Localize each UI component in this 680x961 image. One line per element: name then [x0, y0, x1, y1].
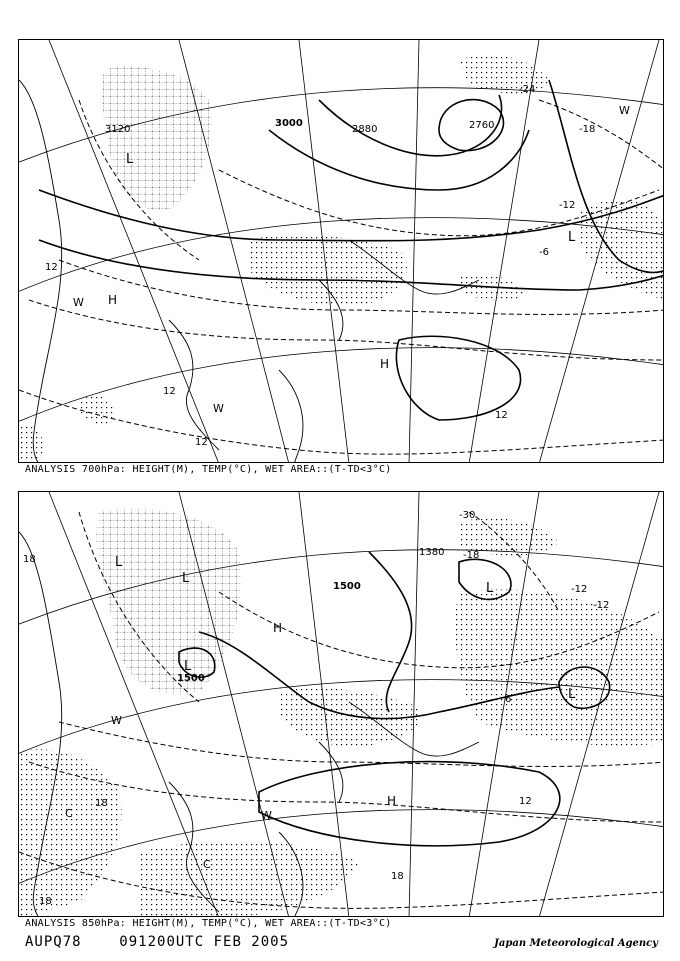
temp-label: 12: [519, 796, 532, 807]
temp-label: 12: [495, 410, 508, 421]
warm-marker: W: [213, 402, 224, 415]
high-pressure-marker: H: [387, 794, 397, 808]
map-850hpa: [19, 492, 664, 917]
temp-label: -24: [519, 84, 536, 95]
height-label: 1500: [333, 581, 361, 592]
height-label: 2880: [352, 124, 378, 135]
chart-datetime: 091200UTC FEB 2005: [119, 934, 290, 950]
panel-caption-700hpa: ANALYSIS 700hPa: HEIGHT(M), TEMP(°C), WET AREA::(T-TD<3°C): [25, 464, 392, 475]
warm-marker: W: [619, 104, 630, 117]
chart-code: AUPQ78: [25, 934, 82, 950]
low-pressure-marker: L: [126, 152, 134, 167]
warm-marker: W: [261, 809, 272, 822]
warm-marker: W: [73, 296, 84, 309]
temp-label: -12: [593, 600, 610, 611]
low-pressure-marker: L: [486, 581, 494, 596]
agency-credit: Japan Meteorological Agency: [494, 938, 658, 949]
temp-label: 6: [505, 694, 512, 705]
panel-caption-850hpa: ANALYSIS 850hPa: HEIGHT(M), TEMP(°C), WET AREA::(T-TD<3°C): [25, 918, 392, 929]
low-pressure-marker: L: [184, 659, 192, 674]
height-label: 1380: [419, 547, 445, 558]
temp-label: -18: [579, 124, 596, 135]
cold-marker: C: [203, 858, 211, 871]
high-pressure-marker: H: [273, 621, 283, 635]
low-pressure-marker: L: [568, 230, 576, 245]
temp-label: 12: [163, 386, 176, 397]
temp-label: 18: [95, 798, 108, 809]
low-pressure-marker: L: [182, 571, 190, 586]
low-pressure-marker: L: [115, 555, 123, 570]
temp-label: 18: [23, 554, 36, 565]
map-700hpa: [19, 40, 664, 463]
map-panel-700hpa: [18, 39, 664, 463]
temp-label: 18: [39, 896, 52, 907]
temp-label: -30: [459, 510, 476, 521]
height-label: 2760: [469, 120, 495, 131]
temp-label: 18: [391, 871, 404, 882]
cold-marker: C: [65, 807, 73, 820]
map-panel-850hpa: [18, 491, 664, 917]
warm-marker: W: [111, 714, 122, 727]
temp-label: 12: [45, 262, 58, 273]
chart-identifier: [25, 934, 289, 950]
height-label: 3120: [105, 124, 131, 135]
temp-label: -12: [571, 584, 588, 595]
temp-label: -18: [463, 550, 480, 561]
temp-label: 12: [195, 437, 208, 448]
high-pressure-marker: H: [108, 293, 118, 307]
temp-label: -6: [539, 247, 549, 258]
low-pressure-marker: L: [568, 687, 576, 702]
height-label: 3000: [275, 118, 303, 129]
temp-label: -12: [559, 200, 576, 211]
high-pressure-marker: H: [380, 357, 390, 371]
height-label: 1500: [177, 673, 205, 684]
